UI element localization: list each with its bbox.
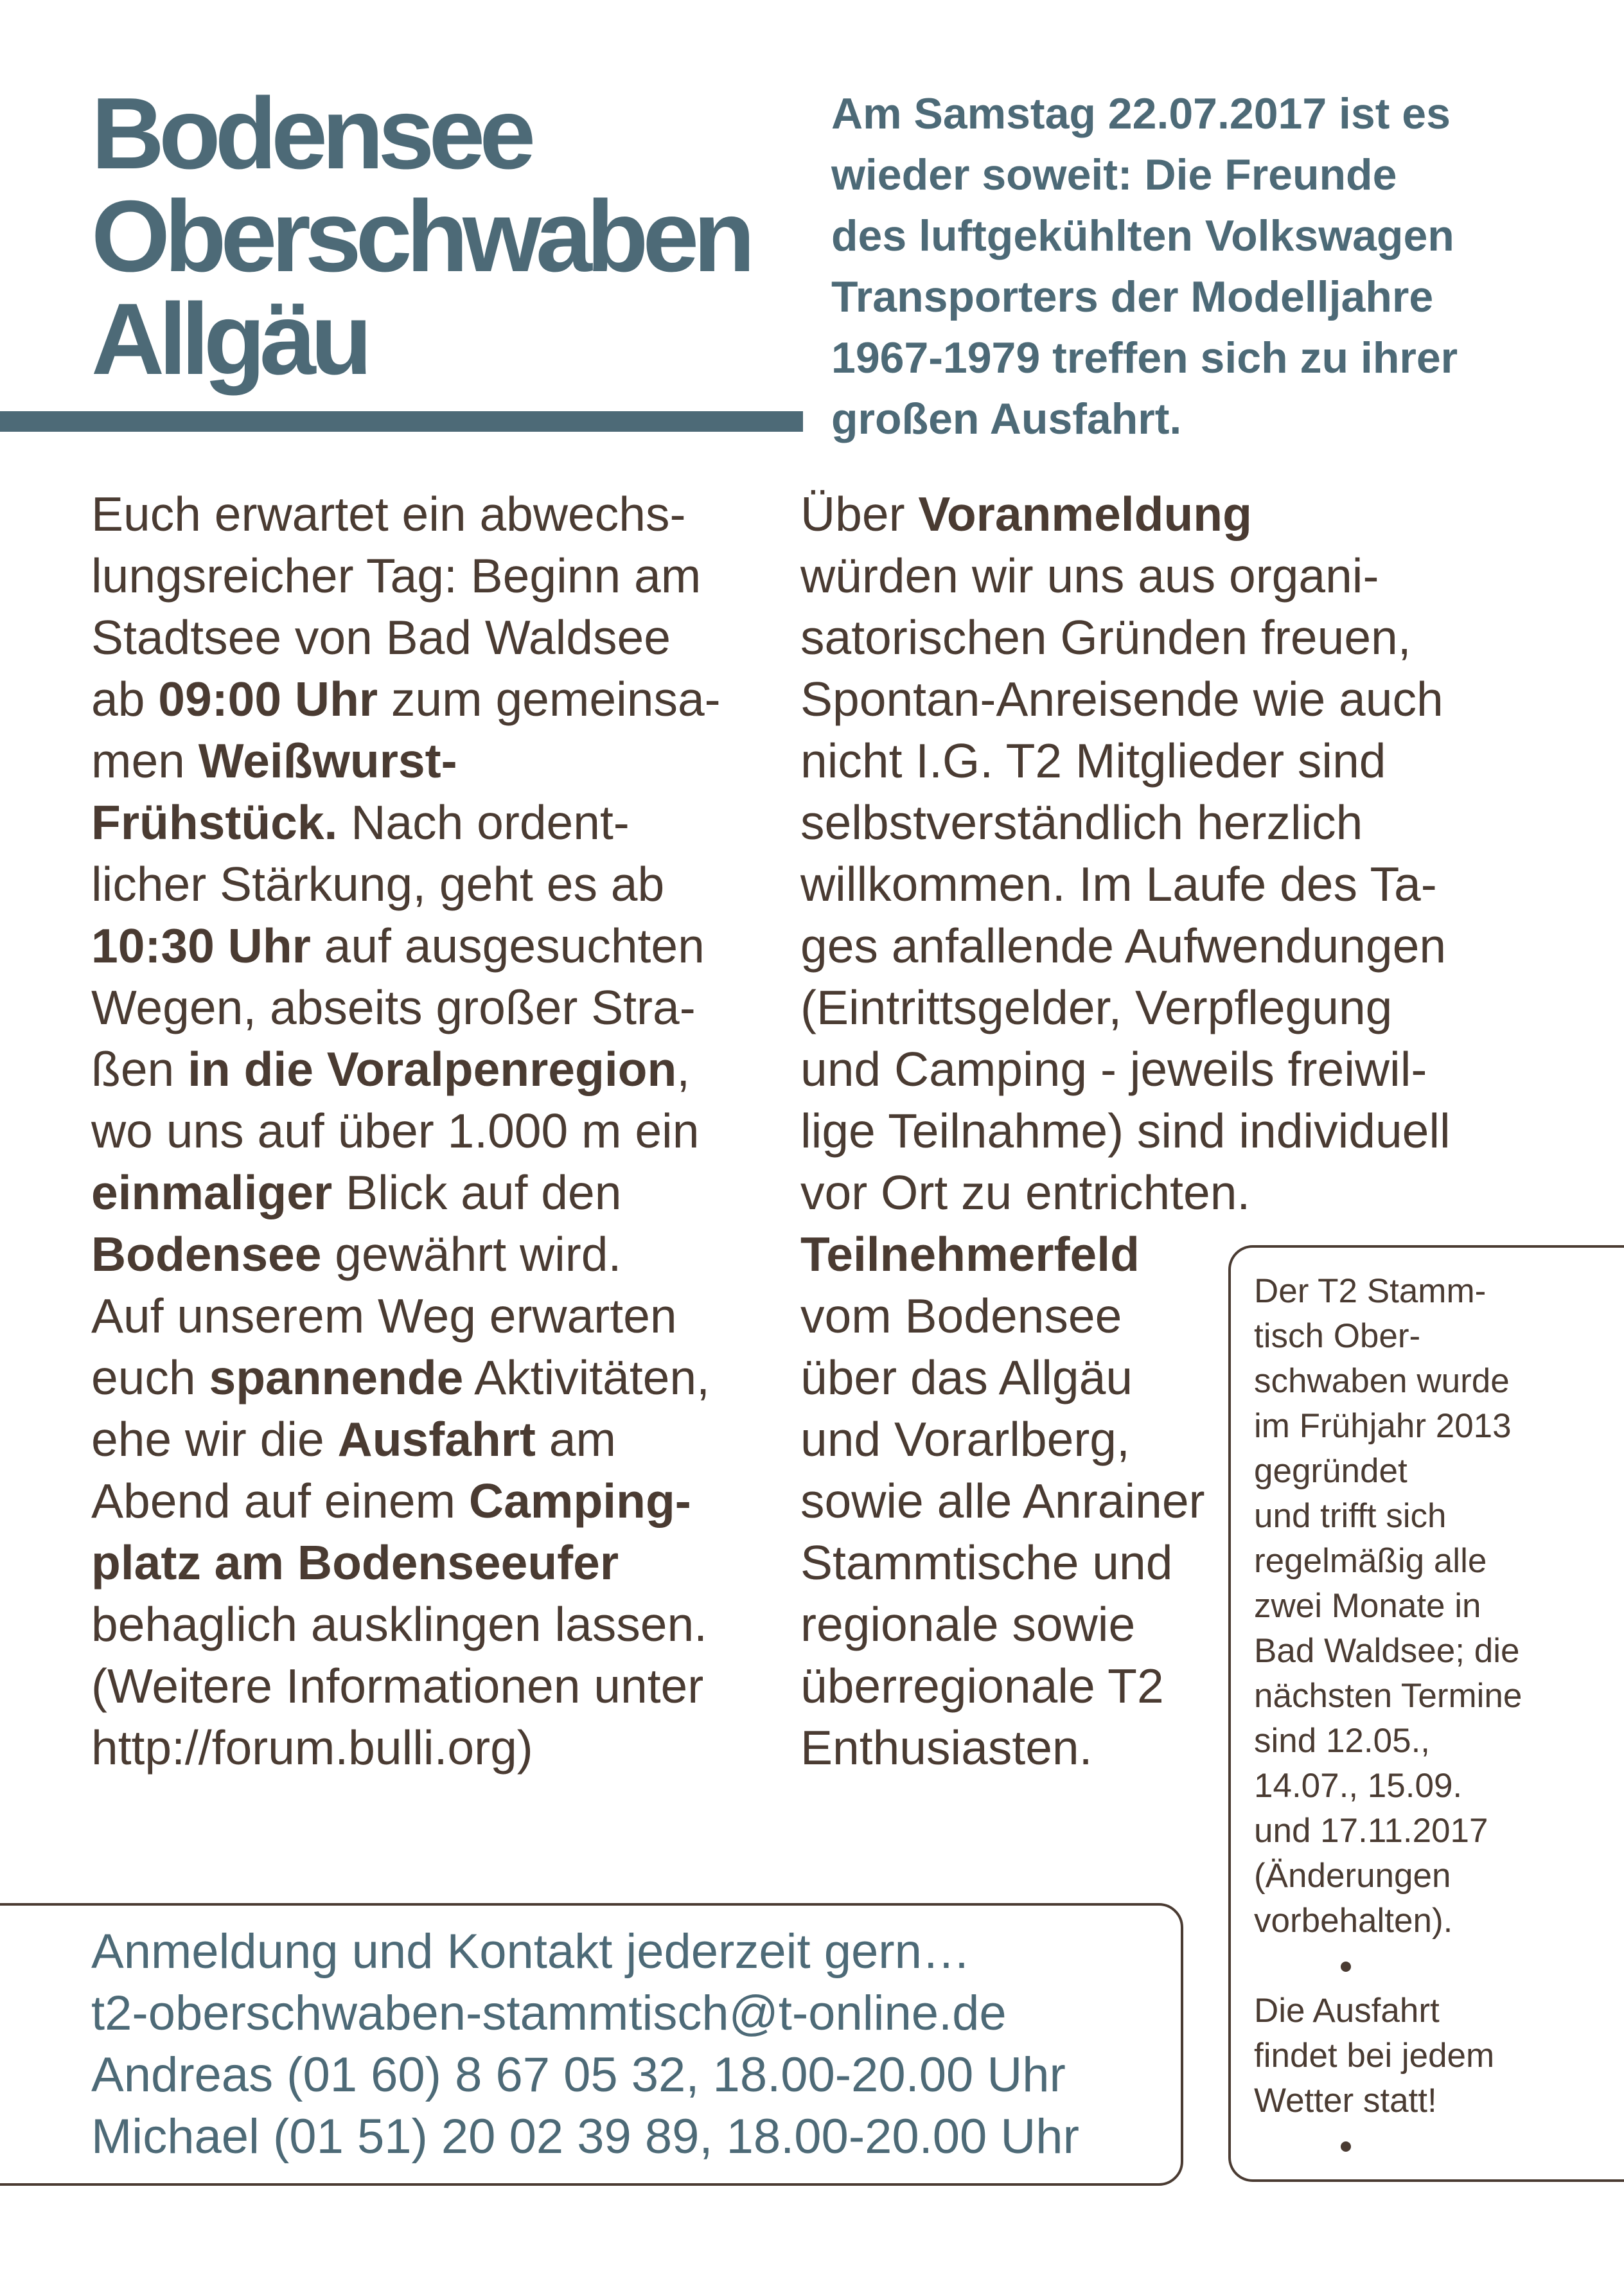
- text-run: Nach ordent-: [337, 795, 630, 849]
- intro-line: Transporters der Modelljahre: [831, 272, 1434, 321]
- text-line: [91, 1347, 772, 1408]
- text-line: licher Stärkung, geht es ab: [91, 857, 665, 911]
- text-run: euch: [91, 1351, 209, 1404]
- intro-line: des luftgekühlten Volkswagen: [831, 211, 1454, 260]
- sidebar-line: schwaben wurde: [1254, 1362, 1510, 1400]
- text-run: Über: [800, 487, 919, 541]
- text-line: [91, 1532, 772, 1593]
- title-line-allgaeu: Allgäu: [91, 283, 367, 396]
- region-highlight: in die Voralpenregion: [188, 1042, 677, 1096]
- breakfast-highlight: Weißwurst-: [198, 734, 457, 788]
- bullet-dot-icon: [1254, 2123, 1601, 2168]
- contact-phone-michael: Michael (01 51) 20 02 39 89, 18.00-20.00 Uhr: [91, 2109, 1079, 2164]
- bullet-dot-icon: [1254, 1944, 1601, 1989]
- text-line: [91, 668, 772, 730]
- registration-highlight: Voranmeldung: [918, 487, 1252, 541]
- intro-line: 1967-1979 treffen sich zu ihrer: [831, 333, 1458, 382]
- text-line: [91, 792, 772, 853]
- text-run: Blick auf den: [332, 1165, 622, 1219]
- text-run: Abend auf einem: [91, 1474, 469, 1528]
- text-line: und Camping - jeweils freiwil-: [800, 1042, 1427, 1096]
- lake-highlight: Bodensee: [91, 1227, 322, 1281]
- weather-line: Die Ausfahrt: [1254, 1992, 1440, 2030]
- text-line: Wegen, abseits großer Stra-: [91, 980, 696, 1034]
- sidebar-line: gegründet: [1254, 1452, 1408, 1490]
- text-line: und Vorarlberg,: [800, 1412, 1130, 1466]
- sidebar-line: (Änderungen: [1254, 1857, 1451, 1895]
- text-run: ehe wir die: [91, 1412, 338, 1466]
- text-line: Stadtsee von Bad Waldsee: [91, 610, 671, 664]
- participants-heading: Teilnehmerfeld: [800, 1227, 1140, 1281]
- text-line: sowie alle Anrainer: [800, 1474, 1205, 1528]
- title-underline-rule: [0, 411, 803, 432]
- text-line: vor Ort zu entrichten.: [800, 1165, 1251, 1219]
- sidebar-line: regelmäßig alle: [1254, 1542, 1487, 1580]
- text-line: regionale sowie: [800, 1597, 1136, 1651]
- sidebar-line: Bad Waldsee; die: [1254, 1632, 1520, 1670]
- intro-line: großen Ausfahrt.: [831, 394, 1182, 443]
- activities-highlight: spannende: [209, 1351, 464, 1404]
- view-highlight: einmaliger: [91, 1165, 333, 1219]
- title-line-bodensee: Bodensee: [91, 77, 531, 190]
- weather-line: findet bei jedem: [1254, 2037, 1495, 2075]
- camping-highlight: platz am Bodenseeufer: [91, 1536, 619, 1590]
- contact-phone-andreas: Andreas (01 60) 8 67 05 32, 18.00-20.00 Uhr: [91, 2048, 1066, 2102]
- text-line: würden wir uns aus organi-: [800, 549, 1379, 603]
- text-line: satorischen Gründen freuen,: [800, 610, 1411, 664]
- forum-url: http://forum.bulli.org): [91, 1721, 533, 1775]
- text-run: zum gemeinsa-: [378, 672, 721, 726]
- text-run: gewährt wird.: [321, 1227, 622, 1281]
- sidebar-line: tisch Ober-: [1254, 1317, 1421, 1355]
- text-line: [91, 730, 772, 792]
- text-line: ges anfallende Aufwendungen: [800, 919, 1447, 973]
- text-line: über das Allgäu: [800, 1351, 1133, 1404]
- text-line: nicht I.G. T2 Mitglieder sind: [800, 734, 1386, 788]
- intro-line: Am Samstag 22.07.2017 ist es: [831, 89, 1451, 138]
- text-run: men: [91, 734, 199, 788]
- text-line: [91, 1223, 772, 1285]
- text-line: lungsreicher Tag: Beginn am: [91, 549, 702, 603]
- text-line: Stammtische und: [800, 1536, 1173, 1590]
- breakfast-highlight: Frühstück.: [91, 795, 338, 849]
- text-run: ab: [91, 672, 159, 726]
- text-line: willkommen. Im Laufe des Ta-: [800, 857, 1437, 911]
- text-line: (Weitere Informationen unter: [91, 1659, 704, 1713]
- text-line: Spontan-Anreisende wie auch: [800, 672, 1443, 726]
- text-line: überregionale T2: [800, 1659, 1164, 1713]
- camping-highlight: Camping-: [468, 1474, 691, 1528]
- text-run: ,: [676, 1042, 691, 1096]
- contact-heading: Anmeldung und Kontakt jederzeit gern…: [91, 1924, 971, 1979]
- sidebar-line: und 17.11.2017: [1254, 1812, 1488, 1850]
- text-line: [91, 1470, 772, 1532]
- sidebar-line: vorbehalten).: [1254, 1902, 1453, 1940]
- text-line: behaglich ausklingen lassen.: [91, 1597, 707, 1651]
- start-time: 09:00 Uhr: [158, 672, 378, 726]
- text-line: selbstverständlich herzlich: [800, 795, 1363, 849]
- text-run: auf ausgesuchten: [310, 919, 705, 973]
- intro-paragraph: [831, 84, 1602, 450]
- text-line: [91, 1408, 772, 1470]
- sidebar-line: 14.07., 15.09.: [1254, 1767, 1463, 1805]
- sidebar-line: nächsten Termine: [1254, 1677, 1522, 1715]
- text-line: lige Teilnahme) sind individuell: [800, 1104, 1451, 1158]
- intro-line: wieder soweit: Die Freunde: [831, 150, 1397, 199]
- sidebar-line: Der T2 Stamm-: [1254, 1272, 1487, 1310]
- text-line: [91, 915, 772, 977]
- sidebar-line: im Frühjahr 2013: [1254, 1407, 1512, 1445]
- page-title: [91, 77, 830, 396]
- text-line: wo uns auf über 1.000 m ein: [91, 1104, 700, 1158]
- text-run: ßen: [91, 1042, 188, 1096]
- text-run: Aktivitäten,: [463, 1351, 710, 1404]
- sidebar-line: sind 12.05.,: [1254, 1722, 1431, 1760]
- contact-email: t2-oberschwaben-stammtisch@t-online.de: [91, 1986, 1007, 2041]
- stammtisch-info-text: [1254, 1269, 1614, 2168]
- text-line: [800, 483, 1449, 545]
- text-line: Euch erwartet ein abwechs-: [91, 487, 686, 541]
- program-column: [91, 483, 772, 1778]
- departure-time: 10:30 Uhr: [91, 919, 311, 973]
- title-line-oberschwaben: Oberschwaben: [91, 180, 750, 293]
- ausfahrt-highlight: Ausfahrt: [337, 1412, 536, 1466]
- text-line: Auf unserem Weg erwarten: [91, 1289, 677, 1343]
- text-line: vom Bodensee: [800, 1289, 1122, 1343]
- text-line: (Eintrittsgelder, Verpflegung: [800, 980, 1393, 1034]
- sidebar-line: und trifft sich: [1254, 1497, 1447, 1535]
- weather-line: Wetter statt!: [1254, 2082, 1437, 2120]
- text-line: [91, 1038, 772, 1100]
- text-line: [91, 1162, 772, 1223]
- text-run: am: [535, 1412, 616, 1466]
- text-line: Enthusiasten.: [800, 1721, 1093, 1775]
- sidebar-line: zwei Monate in: [1254, 1587, 1481, 1625]
- contact-text: [91, 1921, 1183, 2168]
